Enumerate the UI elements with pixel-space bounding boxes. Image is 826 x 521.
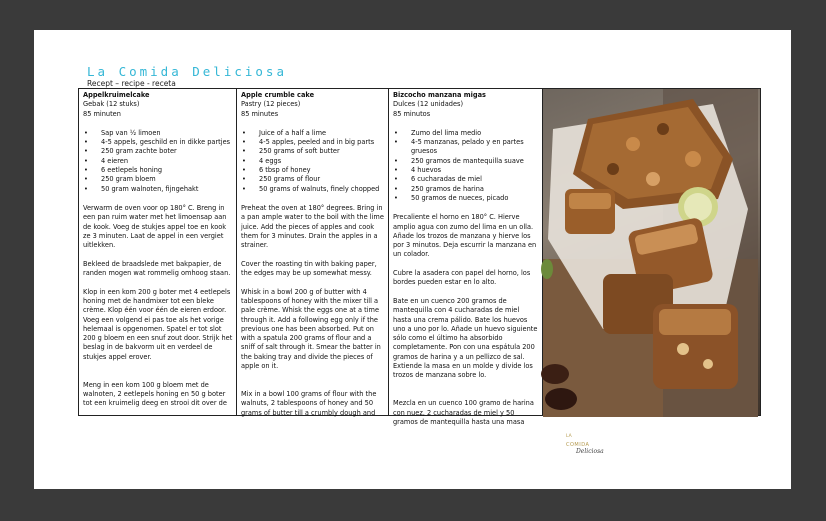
ingredient-item: • 4 huevos <box>393 166 539 175</box>
ingredient-item: • 250 gram bloem <box>83 175 233 184</box>
recipe-step: Precaliente el horno en 180° C. Hierve amplio agua con zumo del lima en un olla. Añade los trozos de manzana y hierve los por 3 minutos. Deja escurrir la manzana en un colador. <box>393 213 537 259</box>
ingredient-list <box>393 129 539 203</box>
recipe-step: Bate en un cuenco 200 gramos de mantequilla con 4 cucharadas de miel hasta una crema pálido. Bate los huevos uno a uno por lo. Añade un huevo siguiente sólo como el último ha absorbido completamente. Pon con una espátula 200 gramos de harina y a un pellizco de sal. Extiende la masa en un molde y divide los trozos de manzana sobre lo. <box>393 296 538 380</box>
ingredient-item: • 250 grams of soft butter <box>241 147 385 156</box>
leaf <box>541 259 553 279</box>
apple-chunk <box>677 343 689 355</box>
ingredient-item: • 50 gramos de nueces, picado <box>393 194 539 203</box>
ingredient-item: • Sap van ½ limoen <box>83 129 233 138</box>
ingredient-item: • 50 grams of walnuts, finely chopped <box>241 185 385 194</box>
recipe-yield: Dulces (12 unidades) <box>393 100 464 109</box>
recipe-column-english <box>237 89 389 415</box>
date-fruit <box>541 364 569 384</box>
crumble-bit <box>685 151 701 167</box>
ingredient-list <box>241 129 385 194</box>
recipe-name: Apple crumble cake <box>241 91 315 99</box>
recipe-step: Bekleed de braadslede met bakpapier, de randen mogen wat rommelig omhoog staan. <box>83 259 231 278</box>
apple-chunk <box>703 359 713 369</box>
crumble-bit <box>646 172 660 186</box>
recipe-name: Appelkruimelcake <box>83 91 150 99</box>
crumble-bit <box>626 137 640 151</box>
ingredient-item: • Zumo del lima medio <box>393 129 539 138</box>
recipe-time: 85 minutos <box>393 109 431 118</box>
recipe-column-spanish <box>389 89 543 426</box>
recipe-step: Meng in een kom 100 g bloem met de walnoten, 2 eetlepels honing en 50 g boter tot een kruimelig deeg en strooi dit over de <box>83 380 227 408</box>
recipe-yield: Gebak (12 stuks) <box>83 100 140 109</box>
recipe-name: Bizcocho manzana migas <box>393 91 486 99</box>
footer-logo <box>562 434 612 464</box>
ingredient-item: • 4-5 manzanas, pelado y en partes gruesos <box>393 138 539 157</box>
ingredient-item: • 4 eieren <box>83 157 233 166</box>
recipe-step: Verwarm de oven voor op 180° C. Breng in een pan ruim water met het limoensap aan de kook. Voeg de stukjes appel toe en kook ze 3 minuten. Laat de appel in een vergiet uitlekken. <box>83 203 227 250</box>
recipe-step: Preheat the oven at 180° degrees. Bring in a pan ample water to the boil with the lime juice. Add the pieces of apples and cook them for 3 minutes. Drain the apples in a strainer. <box>241 203 384 250</box>
cake-piece-crumble <box>569 193 611 209</box>
ingredient-item: • 6 cucharadas de miel <box>393 175 539 184</box>
ingredient-item: • 4-5 apples, peeled and in big parts <box>241 138 385 147</box>
ingredient-item: • 250 gramos de mantequilla suave <box>393 157 539 166</box>
document-page <box>34 30 791 489</box>
ingredient-list <box>83 129 233 194</box>
ingredient-item: • 50 gram walnoten, fijngehakt <box>83 185 233 194</box>
date-fruit <box>545 388 577 410</box>
ingredient-item: • 4 eggs <box>241 157 385 166</box>
crumble-bit <box>607 163 619 175</box>
recipe-time: 85 minuten <box>83 109 121 118</box>
brand-title: La Comida Deliciosa <box>87 64 287 79</box>
recipe-step: Mezcla en un cuenco 100 gramo de harina con nuez, 2 cucharadas de miel y 50 gramos de mantequilla hasta una masa <box>393 399 534 426</box>
recipe-column-dutch <box>79 89 237 415</box>
recipe-step: Cubre la asadera con papel del horno, los bordes pueden estar en lo alto. <box>393 269 531 287</box>
ingredient-item: • 4-5 appels, geschild en in dikke partjes <box>83 138 233 147</box>
recipe-step: Whisk in a bowl 200 g of butter with 4 tablespoons of honey with the mixer till a pale crème. Whisk the eggs one at a time through it. Add a following egg only if the previous one has been absorbed. Put on with a spatula 200 grams of flour and a sniff of salt through it. Smear the batter in the baking tray and divide the pieces of apple on it. <box>241 287 381 371</box>
logo-deliciosa: Deliciosa <box>576 448 604 455</box>
recipe-time: 85 minutes <box>241 109 279 118</box>
lime-flesh <box>684 193 712 221</box>
ingredient-item: • 250 gram zachte boter <box>83 147 233 156</box>
ingredient-item: • 250 gramos de harina <box>393 185 539 194</box>
recipe-step: Klop in een kom 200 g boter met 4 eetlepels honing met de handmixer tot een bleke crème. Klop één voor één de eieren erdoor. Voeg een volgend ei pas toe als het vorige helemaal is opgenomen. Spatel er tot slot 200 g bloem en een snuf zout door. Strijk het beslag in de bakvorm uit en verdeel de stukjes appel erover. <box>83 287 233 361</box>
recipe-yield: Pastry (12 pieces) <box>241 100 301 109</box>
cake-piece-crumble <box>659 309 731 335</box>
ingredient-item: • Juice of a half a lime <box>241 129 385 138</box>
recipe-subtitle: Recept – recipe - receta <box>87 79 176 88</box>
ingredient-item: • 250 grams of flour <box>241 175 385 184</box>
recipe-step: Cover the roasting tin with baking paper, the edges may be up somewhat messy. <box>241 259 377 278</box>
apple-crumble-photo <box>543 89 760 415</box>
ingredient-item: • 6 tbsp of honey <box>241 166 385 175</box>
logo-la: LA <box>566 434 572 439</box>
crumble-bit <box>657 123 669 135</box>
logo-comida: COMIDA <box>566 442 590 448</box>
apple-crumble-illustration <box>543 89 758 417</box>
recipe-step: Mix in a bowl 100 grams of flour with the walnuts, 2 tablespoons of honey and 50 grams of butter till a crumbly dough and <box>241 389 377 417</box>
ingredient-item: • 6 eetlepels honing <box>83 166 233 175</box>
recipe-table <box>78 88 761 426</box>
